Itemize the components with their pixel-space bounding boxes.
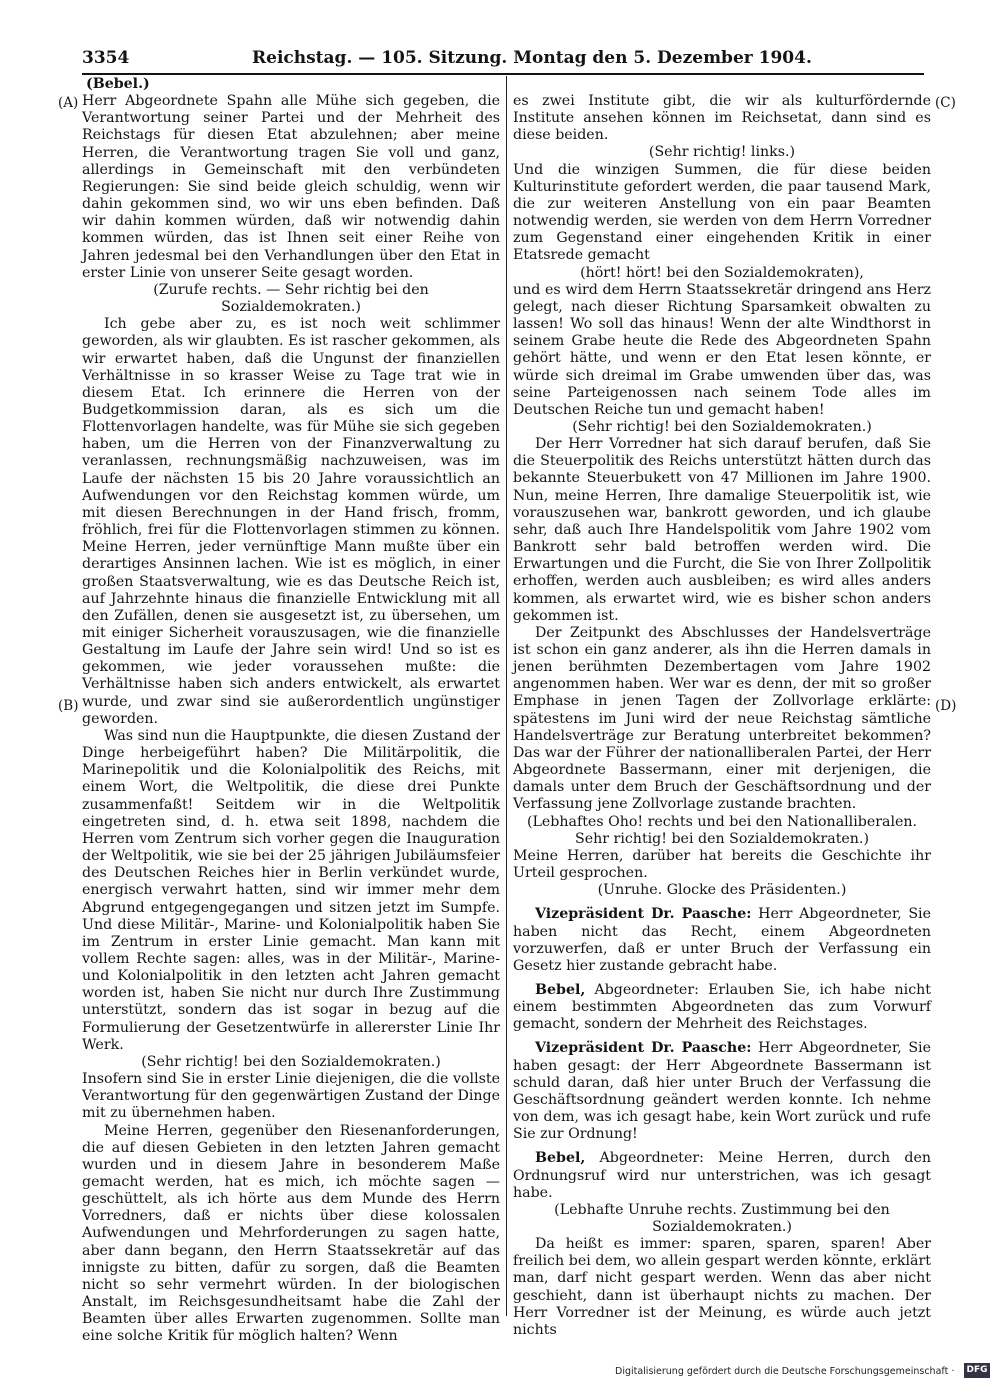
dfg-logo: DFG bbox=[964, 1363, 990, 1378]
paragraph: Meine Herren, gegenüber den Riesenanforderungen, die auf diesen Gebieten in den letzten Jahren gemacht wurden und in diesem Jahre in besonderem Maße gemacht werden, hat es mich, ich möchte sagen — geschüttelt, als ich hörte aus dem Munde des Herrn Vorredners, daß er nichts über diese kolossalen Aufwendungen und Mehrforderungen zu sagen hatte, aber dann begann, den Herrn Staatssekretär auf das innigste zu bitten, dafür zu sorgen, daß die Beamten nicht so sehr vermehrt würden. In der biologischen Anstalt, im Reichsgesundheitsamt habe die Zahl der Beamten über alles Erwarten zugenommen. Sollte man eine solche Kritik für möglich halten? Wenn bbox=[82, 1122, 500, 1345]
paragraph: Herr Abgeordnete Spahn alle Mühe sich gegeben, die Verantwortung seiner Partei und der Mehrheit des Reichstags für diesen Etat abzulehnen; aber meine Herren, die Verantwortung tragen Sie voll und ganz, allerdings in Gemeinschaft mit den verbündeten Regierungen: Sie sind beide gleich schuldig, wenn wir dahin gekommen sind, wo wir uns eben befinden. Daß wir dahin kommen würden, daß wir notwendig dahin kommen würden, das ist Ihnen seit einer Reihe von Jahren jedesmal bei den Verhandlungen über den Etat in erster Linie von unserer Seite gesagt worden. bbox=[82, 93, 500, 281]
margin-mark-b: (B) bbox=[58, 698, 79, 714]
paragraph: und es wird dem Herrn Staatssekretär dringend ans Herz gelegt, nach dieser Richtung Sparsamkeit obwalten zu lassen! Wo soll das hinaus! Wenn der alte Windthorst in seinem Grabe heute die Rede des Abgeordneten Spahn gehört hätte, und wenn er den Etat lesen könnte, er würde sich dreimal im Grabe umwenden über das, was seine Parteigenossen nach seinem Tode alles im Deutschen Reiche tun und gemacht haben! bbox=[513, 281, 931, 418]
interjection: (Sehr richtig! bei den Sozialdemokraten.) bbox=[141, 1053, 441, 1070]
paragraph: Und die winzigen Summen, die für diese beiden Kulturinstitute gefordert werden, die paar tausend Mark, die zur weiteren Anstellung von ein paar Beamten notwendig werden, sie werden von dem Herrn Vorredner zum Gegenstand einer eingehenden Kritik in einer Etatsrede gemacht bbox=[513, 161, 931, 264]
speaker-name: Bebel, bbox=[535, 981, 586, 998]
column-divider bbox=[506, 76, 507, 1316]
paragraph: Was sind nun die Hauptpunkte, die diesen Zustand der Dinge herbeigeführt haben? Die Militärpolitik, die Marinepolitik und die Kolonialpolitik des Reichs, mit einem Wort, die Weltpolitik, die diese drei Punkte zusammenfaßt! Seitdem wir in die Weltpolitik eingetreten sind, d. h. etwa seit 1898, nachdem die Herren vom Zentrum sich vorher gegen die Inauguration der Weltpolitik, wie sie bei der 25 jährigen Jubiläumsfeier des Deutschen Reiches hier in Berlin verkündet wurde, energisch verwahrt hatten, sind wir immer mehr dem Abgrund entgegengegangen und sitzen jetzt im Sumpfe. Und diese Militär-, Marine- und Kolonialpolitik haben Sie im Zentrum in erster Linie gemacht. Man kann mit vollem Rechte sagen: alles, was in der Militär-, Marine- und Kolonialpolitik in den letzten acht Jahren gemacht worden ist, haben Sie nicht nur durch Ihre Zustimmung unterstützt, sondern das ist sogar in bezug auf die Formulierung der Gesetzentwürfe in allererster Linie Ihr Werk. bbox=[82, 727, 500, 1053]
paragraph: Da heißt es immer: sparen, sparen, sparen! Aber freilich bei dem, wo allein gespart werden könnte, erklärt man, darf nicht gespart werden. Wenn das aber nicht geschieht, dann ist überhaupt nichts zu machen. Der Herr Vorredner ist der Meinung, es würde auch jetzt nichts bbox=[513, 1236, 931, 1338]
speech-block: Bebel, Abgeordneter: Meine Herren, durch den Ordnungsruf wird nur unterstrichen, was ich gesagt habe. bbox=[513, 1150, 931, 1201]
page-header bbox=[82, 48, 924, 72]
margin-mark-a: (A) bbox=[58, 95, 79, 111]
interjection: (Zurufe rechts. — Sehr richtig bei den Sozialdemokraten.) bbox=[153, 281, 429, 316]
speech-block: Bebel, Abgeordneter: Erlauben Sie, ich habe nicht einem bestimmten Abgeordneten das zum Vorwurf gemacht, sondern der Mehrheit des Reichstages. bbox=[513, 981, 931, 1033]
funding-note: Digitalisierung gefördert durch die Deutsche Forschungsgemeinschaft · bbox=[615, 1366, 955, 1377]
speaker-name: Bebel, bbox=[535, 1150, 586, 1167]
speaker-name: Vizepräsident Dr. Paasche: bbox=[535, 906, 752, 923]
paragraph: Meine Herren, darüber hat bereits die Geschichte ihr Urteil gesprochen. bbox=[513, 847, 931, 882]
speaker-name: Vizepräsident Dr. Paasche: bbox=[535, 1040, 752, 1057]
paragraph: Der Zeitpunkt des Abschlusses der Handelsverträge ist schon ein ganz anderer, als ihn die Herren damals in jenen berühmten Dezembertagen vom Jahre 1902 angenommen haben. Wer war es denn, der mit so großer Emphase in jenen Tagen der Zollvorlage erklärte: spätestens im Juni wird der neue Reichstag sämtliche Handelsverträge zur Beratung unterbreitet bekommen? Das war der Führer der nationalliberalen Partei, der Herr Abgeordnete Bassermann, einer mit derjenigen, die damals unter dem Bruch der Geschäftsordnung und der Verfassung jene Zollvorlage zustande brachten. bbox=[513, 624, 931, 813]
page-number: 3354 bbox=[82, 48, 130, 68]
interjection: (Sehr richtig! bei den Sozialdemokraten.) bbox=[572, 418, 872, 435]
margin-mark-d: (D) bbox=[935, 698, 957, 714]
interjection: (Lebhaftes Oho! rechts und bei den Nationalliberalen. Sehr richtig! bei den Sozialdemokraten.) bbox=[526, 813, 918, 847]
paragraph: Insofern sind Sie in erster Linie diejenigen, die die vollste Verantwortung für den gegenwärtigen Zustand der Dinge mit zu übernehmen haben. bbox=[82, 1071, 500, 1122]
left-column bbox=[82, 76, 500, 1346]
interjection: (Unruhe. Glocke des Präsidenten.) bbox=[597, 882, 847, 899]
header-rule bbox=[82, 73, 924, 75]
paragraph: Der Herr Vorredner hat sich darauf berufen, daß Sie die Steuerpolitik des Reichs unterstützt hätten durch das bekannte Steuerbukett von 47 Millionen im Jahre 1900. Nun, meine Herren, Ihre damalige Steuerpolitik ist, wie vorauszusehen war, bankrott geworden, und ich glaube sehr, daß auch Ihre Handelspolitik vom Jahre 1902 vom Bankrott sehr bald betroffen werden wird. Die Erwartungen und die Furcht, die Sie von Ihrer Zollpolitik erhoffen, werden auch ausbleiben; es wird alles anders kommen, als erwartet wird, wie es bisher schon anders gekommen ist. bbox=[513, 436, 931, 624]
paragraph: es zwei Institute gibt, die wir als kulturfördernde Institute ansehen können im Reichsetat, dann sind es diese beiden. bbox=[513, 93, 931, 144]
margin-mark-c: (C) bbox=[935, 95, 956, 111]
paragraph: Ich gebe aber zu, es ist noch weit schlimmer geworden, als wir glaubten. Es ist rascher gekommen, als wir erwartet haben, daß die Ungunst der finanziellen Verhältnisse in so krasser Weise zu Tage trat wie in diesem Etat. Ich erinnere die Herren von der Budgetkommission daran, als es sich um die Flottenvorlagen handelte, was für Mühe sie sich gegeben haben, um die Herren von der Finanzverwaltung zu veranlassen, rechnungsmäßig nachzuweisen, was im Laufe der nächsten 15 bis 20 Jahre voraussichtlich an Aufwendungen vor den Reichstag kommen würde, um mit diesen Berechnungen in der Hand frisch, fromm, fröhlich, frei für die Flottenvorlagen stimmen zu können. Meine Herren, jeder vernünftige Mann mußte über ein derartiges Ansinnen lachen. Wie ist es möglich, in einer großen Staatsverwaltung, wie es das Deutsche Reich ist, auf Jahrzehnte hinaus die finanzielle Entwicklung mit all den Zufällen, denen sie ausgesetzt ist, zu übersehen, um mit einiger Sicherheit vorauszusagen, wie die finanzielle Gestaltung im Laufe der Jahre sein wird! Und so ist es gekommen, wie jeder voraussehen mußte: die Verhältnisse haben sich anders entwickelt, als erwartet wurde, und zwar sind sie außerordentlich ungünstiger geworden. bbox=[82, 316, 500, 727]
interjection: (Sehr richtig! links.) bbox=[648, 144, 796, 161]
interjection: (Lebhafte Unruhe rechts. Zustimmung bei den Sozialdemokraten.) bbox=[554, 1201, 890, 1235]
speech-block: Vizepräsident Dr. Paasche: Herr Abgeordneter, Sie haben nicht das Recht, einem Abgeordneten vorzuwerfen, daß er unter Bruch der Verfassung ein Gesetz hier zustande gebracht habe. bbox=[513, 906, 931, 974]
speech-block: Vizepräsident Dr. Paasche: Herr Abgeordneter, Sie haben gesagt: der Herr Abgeordnete Bassermann ist schuld daran, daß hier unter Bruch der Verfassung die Geschäftsordnung geändert werden konnte. Ich nehme von dem, was ich gesagt habe, kein Wort zurück und rufe Sie zur Ordnung! bbox=[513, 1040, 931, 1143]
right-column bbox=[513, 76, 931, 1339]
running-title: Reichstag. — 105. Sitzung. Montag den 5. Dezember 1904. bbox=[252, 48, 812, 68]
speaker-tag: (Bebel.) bbox=[86, 76, 150, 92]
interjection: (hört! hört! bei den Sozialdemokraten), bbox=[580, 264, 864, 281]
